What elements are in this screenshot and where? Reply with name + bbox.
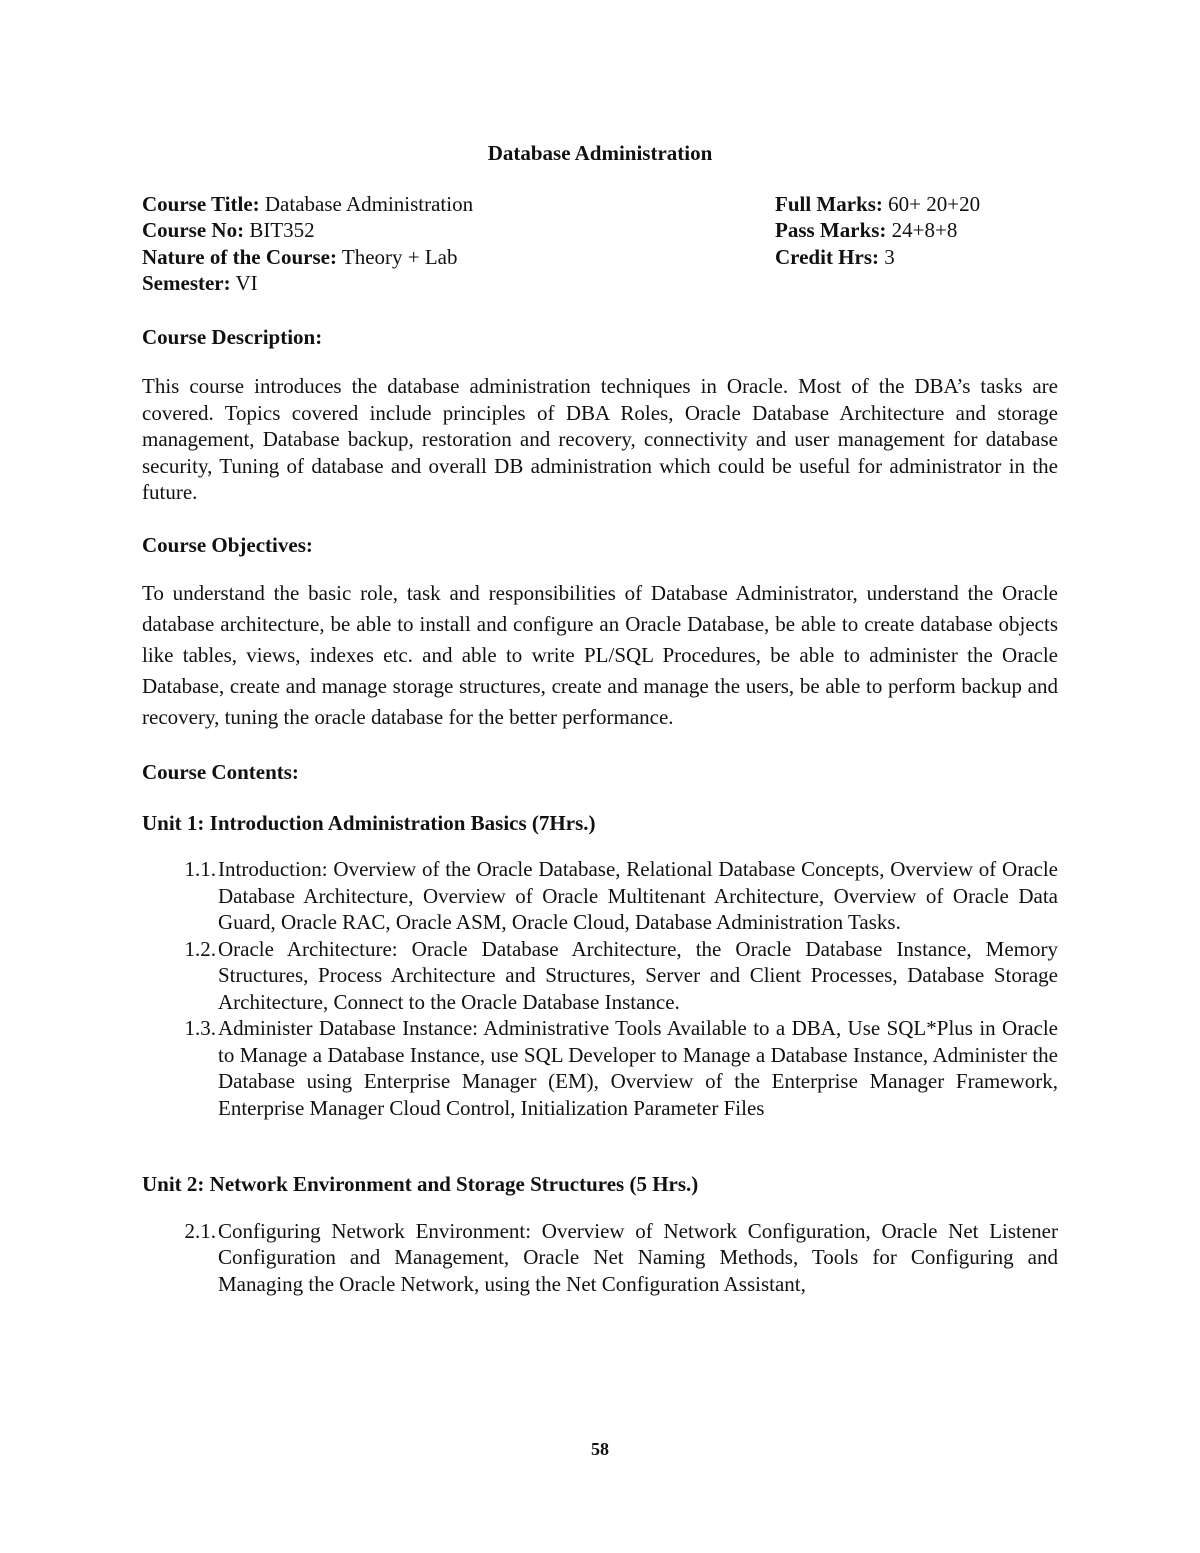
- meta-value: 3: [879, 244, 895, 269]
- meta-value: VI: [230, 271, 258, 295]
- meta-full-marks: [775, 191, 1058, 218]
- item-number: 1.2.: [184, 936, 216, 961]
- meta-course-no: [142, 217, 473, 244]
- meta-label: Course Title:: [142, 191, 260, 216]
- meta-pass-marks: [775, 217, 1058, 244]
- course-meta-right: [775, 191, 1058, 297]
- meta-credit-hrs: [775, 244, 1058, 271]
- item-text: Configuring Network Environment: Overview of Network Configuration, Oracle Net Listener Configuration and Management, Oracle Net Naming Methods, Tools for Configuring and Managing the Oracle Network, using the Net Configuration Assistant,: [218, 1218, 1058, 1296]
- list-item: [142, 856, 1058, 936]
- document-title: Database Administration: [487, 141, 713, 165]
- unit2-list: [142, 1218, 1058, 1298]
- unit1-list: [142, 856, 1058, 1121]
- meta-label: Course No:: [142, 218, 245, 242]
- meta-label: Credit Hrs:: [775, 244, 880, 269]
- page-number: 58: [591, 1439, 609, 1459]
- meta-label: Nature of the Course:: [142, 244, 337, 269]
- item-text: Administer Database Instance: Administrative Tools Available to a DBA, Use SQL*Plus in Oracle to Manage a Database Instance, use SQL Developer to Manage a Database Instance, Administer the Database using Enterprise Manager (EM), Overview of the Enterprise Manager Framework, Enterprise Manager Cloud Control, Initialization Parameter Files: [218, 1016, 1058, 1120]
- meta-value: Database Administration: [259, 191, 474, 216]
- item-number: 1.1.: [184, 857, 216, 881]
- item-number: 2.1.: [184, 1218, 216, 1243]
- meta-course-title: [142, 191, 473, 218]
- description-text: This course introduces the database administration techniques in Oracle. Most of the DBA’s tasks are covered. Topics covered include principles of DBA Roles, Oracle Database Architecture and storage management, Database backup, restoration and recovery, connectivity and user management for database security, Tuning of database and overall DB administration which could be useful for administrator in the future.: [142, 374, 1058, 504]
- contents-heading: Course Contents:: [142, 760, 299, 784]
- course-meta-left: [142, 191, 473, 297]
- item-number: 1.3.: [184, 1016, 216, 1040]
- objectives-heading: Course Objectives:: [142, 532, 313, 557]
- page-content: [142, 140, 1058, 1297]
- meta-value: Theory + Lab: [337, 244, 458, 269]
- meta-semester: [142, 270, 473, 297]
- unit1-heading: Unit 1: Introduction Administration Basics (7Hrs.): [142, 810, 596, 835]
- item-text: Oracle Architecture: Oracle Database Architecture, the Oracle Database Instance, Memory Structures, Process Architecture and Structures, Server and Client Processes, Database Storage Architecture, Connect to the Oracle Database Instance.: [218, 936, 1058, 1014]
- meta-value: 60+ 20+20: [882, 191, 981, 216]
- list-item: [142, 936, 1058, 1016]
- meta-label: Full Marks:: [775, 191, 883, 216]
- meta-label: Semester:: [142, 271, 231, 295]
- item-text: Introduction: Overview of the Oracle Database, Relational Database Concepts, Overview of Oracle Database Architecture, Overview of Oracle Multitenant Architecture, Overview of Oracle Data Guard, Oracle RAC, Oracle ASM, Oracle Cloud, Database Administration Tasks.: [218, 857, 1058, 934]
- list-item: [142, 1218, 1058, 1298]
- meta-value: BIT352: [244, 218, 315, 242]
- course-meta: [142, 191, 1058, 297]
- meta-value: 24+8+8: [886, 218, 958, 242]
- meta-label: Pass Marks:: [775, 218, 887, 242]
- description-heading: Course Description:: [142, 324, 323, 349]
- objectives-text: To understand the basic role, task and responsibilities of Database Administrator, understand the Oracle database architecture, be able to install and configure an Oracle Database, be able to create database objects like tables, views, indexes etc. and able to write PL/SQL Procedures, be able to administer the Oracle Database, create and manage storage structures, create and manage the users, be able to perform backup and recovery, tuning the oracle database for the better performance.: [142, 581, 1058, 729]
- list-item: [142, 1015, 1058, 1121]
- meta-nature: [142, 244, 473, 271]
- unit2-heading: Unit 2: Network Environment and Storage Structures (5 Hrs.): [142, 1172, 699, 1196]
